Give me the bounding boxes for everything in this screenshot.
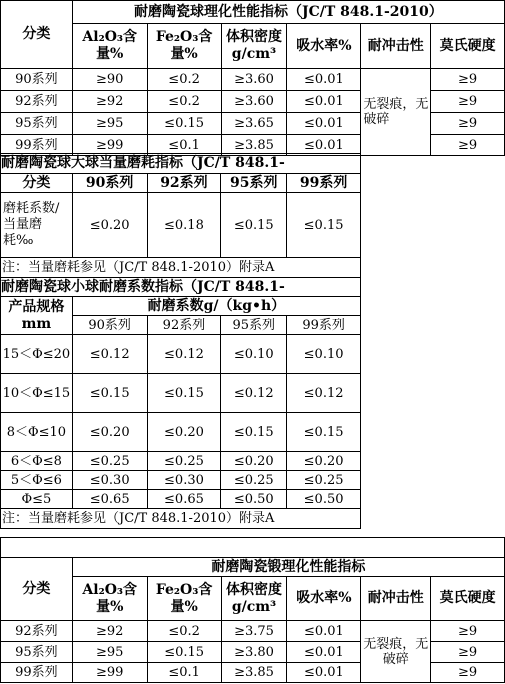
t1-density: ≥3.60 [221,69,287,91]
t2-value-90: ≤0.20 [72,193,147,258]
t1-hardness: ≥9 [431,91,505,113]
large-ball-wear-table [0,153,361,278]
t1-al2o3: ≥99 [72,135,147,156]
t3-spec-header: 产品规格mm [1,297,73,335]
t4-category: 99系列 [1,663,73,683]
t3-value: ≤0.20 [147,413,221,452]
t4-hardness: ≥9 [431,621,505,642]
t1-fe2o3: ≤0.1 [147,135,221,156]
t3-series-99: 99系列 [287,316,361,335]
t3-value: ≤0.25 [221,471,287,490]
t2-title: 耐磨陶瓷球大球当量磨耗指标（JC/T 848.1- [1,154,361,174]
t3-value: ≤0.20 [72,413,147,452]
t1-al2o3: ≥95 [72,113,147,135]
t3-value: ≤0.25 [287,471,361,490]
t4-absorption: ≤0.01 [287,621,361,642]
t2-value-95: ≤0.15 [221,193,287,258]
ball-properties-table [0,0,505,156]
t4-category: 95系列 [1,642,73,663]
t3-value: ≤0.30 [72,471,147,490]
t1-header-impact: 耐冲击性 [361,24,431,69]
t3-value: ≤0.25 [147,452,221,471]
t4-hardness: ≥9 [431,663,505,683]
t4-fe2o3: ≤0.2 [147,621,221,642]
t4-density: ≥3.75 [221,621,287,642]
t3-value: ≤0.20 [287,452,361,471]
t4-header-impact: 耐冲击性 [361,577,431,621]
t1-fe2o3: ≤0.15 [147,113,221,135]
t1-category: 90系列 [1,69,73,91]
t2-series-90: 90系列 [72,174,147,193]
table-row [1,193,361,258]
t3-series-95: 95系列 [221,316,287,335]
table-row [1,471,361,490]
t1-density: ≥3.60 [221,91,287,113]
table-row [1,335,361,374]
t3-value: ≤0.15 [147,374,221,413]
t1-density: ≥3.85 [221,135,287,156]
t1-header-fe2o3: Fe₂O₃含量% [147,24,221,69]
table-row [1,374,361,413]
t4-al2o3: ≥95 [72,642,147,663]
t3-value: ≤0.65 [147,490,221,509]
forging-properties-table [0,557,505,683]
t1-header-density: 体积密度g/cm³ [221,24,287,69]
t3-spec: 5＜Φ≤6 [1,471,73,490]
t2-value-92: ≤0.18 [147,193,221,258]
t3-value: ≤0.65 [72,490,147,509]
t3-spec: 8＜Φ≤10 [1,413,73,452]
t3-value: ≤0.20 [221,452,287,471]
t3-value: ≤0.50 [287,490,361,509]
t4-fe2o3: ≤0.1 [147,663,221,683]
t1-al2o3: ≥90 [72,69,147,91]
t1-density: ≥3.65 [221,113,287,135]
t3-note: 注：当量磨耗参见（JC/T 848.1-2010）附录A [1,509,361,529]
table-row [1,69,505,91]
t4-header-hardness: 莫氏硬度 [431,577,505,621]
t3-series-90: 90系列 [72,316,147,335]
t1-fe2o3: ≤0.2 [147,69,221,91]
t3-value: ≤0.15 [221,413,287,452]
t1-hardness: ≥9 [431,69,505,91]
table-row [1,490,361,509]
t4-category-header: 分类 [1,558,73,621]
small-ball-wear-table [0,277,361,529]
t2-series-95: 95系列 [221,174,287,193]
t3-value: ≤0.10 [287,335,361,374]
t4-impact: 无裂痕，无破碎 [361,621,431,683]
t4-header-al2o3: Al₂O₃含量% [72,577,147,621]
t1-category: 99系列 [1,135,73,156]
t3-value: ≤0.12 [221,374,287,413]
t1-header-absorption: 吸水率% [287,24,361,69]
t3-value: ≤0.25 [72,452,147,471]
t3-spec: Φ≤5 [1,490,73,509]
t1-header-al2o3: Al₂O₃含量% [72,24,147,69]
t2-category-header: 分类 [1,174,73,193]
t3-title: 耐磨陶瓷球小球耐磨系数指标（JC/T 848.1- [1,278,361,297]
t4-absorption: ≤0.01 [287,642,361,663]
t1-hardness: ≥9 [431,113,505,135]
section-divider [0,537,505,557]
t4-density: ≥3.80 [221,642,287,663]
t2-series-92: 92系列 [147,174,221,193]
t4-header-density: 体积密度g/cm³ [221,577,287,621]
table-row [1,452,361,471]
t3-group-header: 耐磨系数g/（kg•h） [72,297,360,316]
t1-absorption: ≤0.01 [287,135,361,156]
t1-header-hardness: 莫氏硬度 [431,24,505,69]
t3-spec: 6＜Φ≤8 [1,452,73,471]
t1-impact: 无裂痕，无破碎 [361,69,431,156]
t3-spec: 15＜Φ≤20 [1,335,73,374]
t2-value-99: ≤0.15 [287,193,361,258]
t1-hardness: ≥9 [431,135,505,156]
t1-al2o3: ≥92 [72,91,147,113]
t4-absorption: ≤0.01 [287,663,361,683]
t4-header-fe2o3: Fe₂O₃含量% [147,577,221,621]
t4-header-absorption: 吸水率% [287,577,361,621]
t3-value: ≤0.12 [72,335,147,374]
t4-hardness: ≥9 [431,642,505,663]
t1-absorption: ≤0.01 [287,113,361,135]
t4-category: 92系列 [1,621,73,642]
t4-fe2o3: ≤0.15 [147,642,221,663]
t3-value: ≤0.15 [287,413,361,452]
t3-value: ≤0.15 [72,374,147,413]
t3-value: ≤0.12 [287,374,361,413]
t2-series-99: 99系列 [287,174,361,193]
t1-fe2o3: ≤0.2 [147,91,221,113]
t1-category: 95系列 [1,113,73,135]
t1-absorption: ≤0.01 [287,69,361,91]
t3-series-92: 92系列 [147,316,221,335]
t4-al2o3: ≥99 [72,663,147,683]
t3-value: ≤0.30 [147,471,221,490]
t1-category-header: 分类 [1,1,73,69]
table-row [1,413,361,452]
t3-value: ≤0.12 [147,335,221,374]
t1-title: 耐磨陶瓷球理化性能指标（JC/T 848.1-2010） [72,1,504,24]
t1-absorption: ≤0.01 [287,91,361,113]
t1-category: 92系列 [1,91,73,113]
t3-value: ≤0.50 [221,490,287,509]
t2-row-label: 磨耗系数/当量磨耗‰ [1,193,73,258]
t4-density: ≥3.85 [221,663,287,683]
t2-note: 注：当量磨耗参见（JC/T 848.1-2010）附录A [1,258,361,278]
t3-spec: 10＜Φ≤15 [1,374,73,413]
table-row [1,621,505,642]
t4-al2o3: ≥92 [72,621,147,642]
t3-value: ≤0.10 [221,335,287,374]
t4-title: 耐磨陶瓷锻理化性能指标 [72,558,504,577]
